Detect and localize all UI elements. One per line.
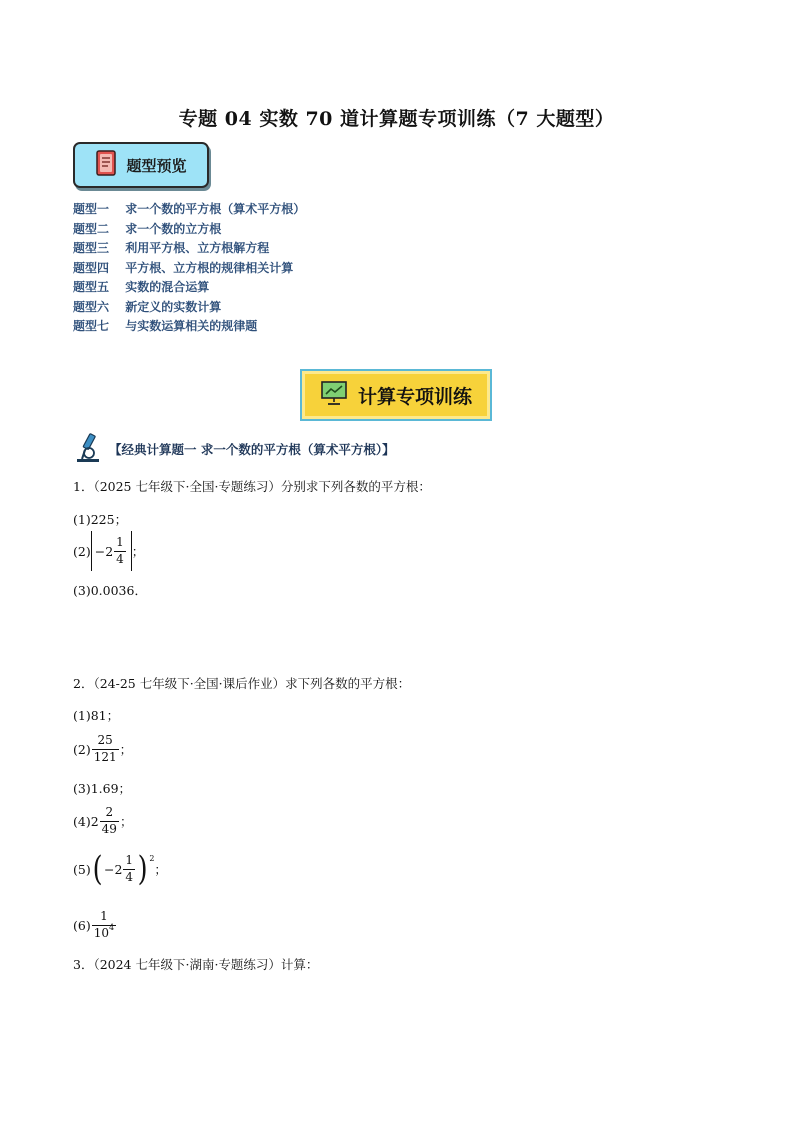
training-badge-label: 计算专项训练 xyxy=(357,385,472,408)
question-1-stem: 1．（2025 七年级下·全国·专题练习）分别求下列各数的平方根： xyxy=(73,479,431,494)
q1-part-3: (3)0.0036． xyxy=(73,583,147,598)
calculation-training-badge xyxy=(300,369,492,421)
absolute-value-expression: −2 $\frac{1}{4}$ xyxy=(91,531,132,571)
q2-part-2: (2) $\frac{25}{121}$ ； xyxy=(73,733,133,764)
q1-part-2: (2) −2 $\frac{1}{4}$ ； xyxy=(73,531,144,571)
exponent: 2 xyxy=(149,854,155,863)
toc-item[interactable]: 题型二 求一个数的立方根 xyxy=(73,221,222,236)
fraction: $\frac{1}{10^4}$ xyxy=(93,909,115,940)
fraction: $\frac{2}{49}$ xyxy=(101,805,117,836)
page-title: 专题 04 实数 70 道计算题专项训练（7 大题型） xyxy=(178,108,615,130)
fraction: $\frac{1}{4}$ xyxy=(116,534,124,566)
question-type-list xyxy=(73,200,305,337)
section-heading xyxy=(73,432,395,466)
q1-part-1: (1)225； xyxy=(73,512,128,527)
toc-item[interactable]: 题型五 实数的混合运算 xyxy=(73,280,210,294)
preview-badge-label: 题型预览 xyxy=(126,156,187,175)
toc-item[interactable]: 题型一 求一个数的平方根（算术平方根） xyxy=(73,202,306,216)
presentation-board-icon xyxy=(320,380,348,411)
q2-part-3: (3)1.69； xyxy=(73,781,132,796)
book-icon xyxy=(95,150,117,180)
section-heading-text: 【经典计算题一 求一个数的平方根（算术平方根）】 xyxy=(109,442,395,457)
q2-part-4: (4) 2 $\frac{2}{49}$ ； xyxy=(73,805,133,836)
toc-item[interactable]: 题型四 平方根、立方根的规律相关计算 xyxy=(73,260,294,275)
microscope-icon xyxy=(73,432,103,467)
right-paren: ) xyxy=(137,849,148,889)
toc-item[interactable]: 题型七 与实数运算相关的规律题 xyxy=(73,319,258,333)
toc-item[interactable]: 题型三 利用平方根、立方根解方程 xyxy=(73,241,270,255)
fraction: $\frac{25}{121}$ xyxy=(93,733,117,764)
q2-part-6: (6) $\frac{1}{10^4}$ xyxy=(73,909,115,940)
q2-part-5: (5) ( −2 $\frac{1}{4}$ ) 2 ； xyxy=(73,849,167,889)
q2-part-1: (1)81； xyxy=(73,708,120,723)
fraction: $\frac{1}{4}$ xyxy=(125,852,134,884)
toc-item[interactable]: 题型六 新定义的实数计算 xyxy=(73,299,222,314)
left-paren: ( xyxy=(92,849,103,889)
question-2-stem: 2．（24-25 七年级下·全国·课后作业）求下列各数的平方根： xyxy=(73,676,411,691)
question-3-stem: 3．（2024 七年级下·湖南·专题练习）计算： xyxy=(73,957,319,972)
question-types-preview-badge xyxy=(73,142,209,188)
